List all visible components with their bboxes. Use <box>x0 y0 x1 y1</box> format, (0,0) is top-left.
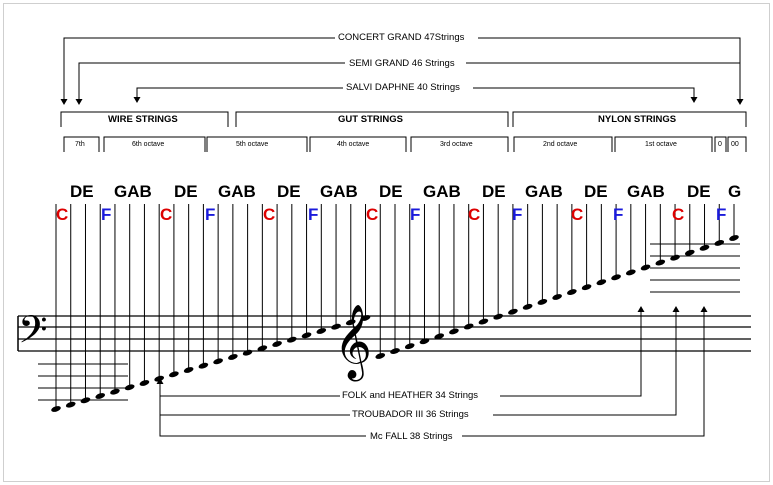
arrow-head <box>737 99 744 105</box>
octave-labels <box>75 141 739 148</box>
c-string-labels <box>56 205 684 224</box>
salvi-daphne-bracket <box>137 88 343 97</box>
gut-strings-label: GUT STRINGS <box>338 114 403 125</box>
note-group-label: GAB <box>320 182 358 201</box>
octave-label: 3rd octave <box>440 141 473 148</box>
note-group-label: DE <box>277 182 301 201</box>
folk-bracket <box>500 312 641 396</box>
arrow-head <box>701 306 708 312</box>
f-label: F <box>308 205 319 224</box>
salvi-daphne-label: SALVI DAPHNE 40 Strings <box>346 82 460 93</box>
note-group-label: DE <box>687 182 711 201</box>
note-group-label: DE <box>174 182 198 201</box>
f-label: F <box>613 205 624 224</box>
octave-label: 7th <box>75 141 85 148</box>
f-label: F <box>512 205 523 224</box>
treble-clef: 𝄞 <box>334 305 372 377</box>
concert-grand-bracket <box>478 38 740 102</box>
c-label: C <box>571 205 584 224</box>
range-brackets <box>61 38 747 436</box>
octave-label: 00 <box>731 141 739 148</box>
octave-label: 1st octave <box>645 141 677 148</box>
arrow-head <box>638 306 645 312</box>
f-string-labels <box>101 205 726 224</box>
semi-grand-label: SEMI GRAND 46 Strings <box>349 58 455 69</box>
f-label: F <box>716 205 727 224</box>
nylon-strings-label: NYLON STRINGS <box>598 114 677 125</box>
troubador-label: TROUBADOR III 36 Strings <box>352 409 469 420</box>
c-label: C <box>366 205 379 224</box>
wire-strings-label: WIRE STRINGS <box>108 114 178 125</box>
arrow-head <box>76 99 83 105</box>
note-group-label: DE <box>379 182 403 201</box>
octave-label: 6th octave <box>132 141 165 148</box>
c-label: C <box>160 205 173 224</box>
concert-grand-label: CONCERT GRAND 47Strings <box>338 32 465 43</box>
note-group-label: GAB <box>423 182 461 201</box>
arrow-head <box>61 99 68 105</box>
note-group-label: DE <box>482 182 506 201</box>
note-group-label: G <box>728 182 742 201</box>
octave-label: 0 <box>718 141 722 148</box>
mcfall-label: Mc FALL 38 Strings <box>370 431 453 442</box>
note-group-label: DE <box>70 182 94 201</box>
note-group-label: DE <box>584 182 608 201</box>
note-group-label: GAB <box>525 182 563 201</box>
c-label: C <box>263 205 276 224</box>
octave-label: 2nd octave <box>543 141 578 148</box>
note-group-label: GAB <box>627 182 665 201</box>
f-label: F <box>205 205 216 224</box>
c-label: C <box>672 205 685 224</box>
note-group-label: GAB <box>218 182 256 201</box>
octave-label: 5th octave <box>236 141 269 148</box>
arrow-head <box>134 97 141 103</box>
bass-clef: 𝄢 <box>18 308 48 360</box>
mcfall-bracket <box>462 312 704 436</box>
note-group-labels <box>70 182 741 201</box>
octave-label: 4th octave <box>337 141 370 148</box>
c-label: C <box>56 205 69 224</box>
semi-grand-bracket <box>79 63 345 102</box>
f-label: F <box>410 205 421 224</box>
mcfall-bracket <box>160 418 366 436</box>
c-label: C <box>468 205 481 224</box>
f-label: F <box>101 205 112 224</box>
arrow-head <box>673 306 680 312</box>
folk-heather-label: FOLK and HEATHER 34 Strings <box>342 390 479 401</box>
arrow-head <box>691 97 698 103</box>
note-group-label: GAB <box>114 182 152 201</box>
concert-grand-bracket <box>64 38 335 102</box>
salvi-daphne-bracket <box>473 88 694 97</box>
